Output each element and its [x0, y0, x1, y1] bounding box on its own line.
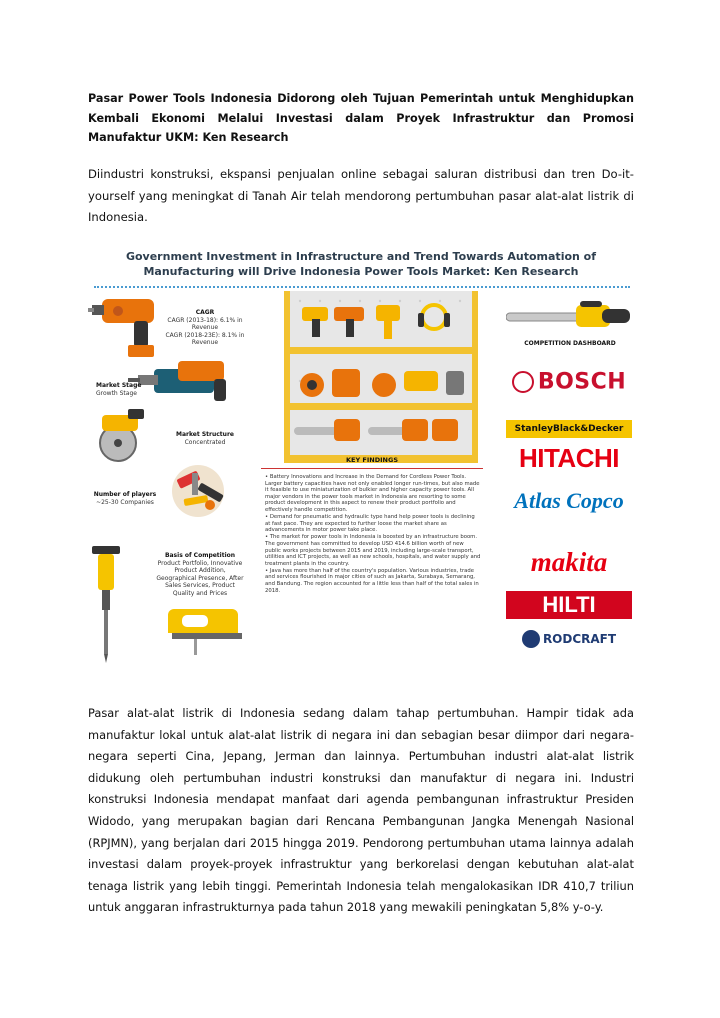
stanley-logo: StanleyBlack&Decker [506, 420, 632, 438]
article-title: Pasar Power Tools Indonesia Didorong oleh Tujuan Pemerintah untuk Menghidupkan Kembali Ekonomi Melalui Investasi dalam Proyek Infrastruktur dan Promosi Manufaktur UKM: Ken Research [88, 92, 634, 144]
infographic-title-line1: Government Investment in Infrastructure and Trend Towards Automation of [125, 250, 597, 263]
cagr-block [165, 309, 245, 347]
key-findings-list [265, 474, 481, 595]
hilti-logo: HILTI [506, 591, 632, 619]
article-intro: Diindustri konstruksi, ekspansi penjualan online sebagai saluran distribusi dan tren Do-it-yourself yang meningkat di Tanah Air telah mendorong pertumbuhan pasar alat-alat listrik di Indonesia. [88, 167, 634, 224]
jack-hammer-icon [92, 546, 120, 663]
infographic-title [88, 249, 634, 279]
makita-logo: makita [530, 547, 608, 577]
jigsaw-icon [168, 609, 242, 655]
competition-basis-value: Product Portfolio, Innovative Product Addition, Geographical Presence, After Sales Services, Product Quality and Prices [156, 559, 244, 597]
market-structure-value: Concentrated [184, 438, 226, 446]
market-structure-block [162, 431, 248, 446]
market-stage-block [96, 382, 166, 397]
bosch-logo: BOSCH [506, 369, 632, 395]
rodcraft-logo: RODCRAFT [506, 630, 632, 648]
market-structure-heading: Market Structure [176, 431, 234, 438]
hammer-drill-icon [88, 299, 154, 357]
infographic [88, 243, 634, 667]
key-findings-heading: KEY FINDINGS [345, 456, 399, 464]
market-stage-value: Growth Stage [96, 389, 137, 397]
cagr-line2: CAGR (2018-23E): 8.1% in Revenue [165, 331, 245, 346]
chainsaw-icon [506, 299, 632, 333]
hitachi-logo: HITACHI [518, 443, 619, 473]
competition-basis-heading: Basis of Competition [164, 552, 236, 559]
key-finding-item: • The market for power tools in Indonesia is boosted by an infrastructure boom. The government has committed to develop USD 414.6 billion worth of new public works projects between 2015 and 2019, including large-scale transport, utilities and ICT projects, as well as new schools, hospitals, and water supply and treatment plants in the country. [265, 534, 481, 567]
cagr-line1: CAGR (2013-18): 6.1% in Revenue [167, 316, 243, 331]
key-findings-rule [261, 468, 483, 469]
rodcraft-emblem-icon [522, 630, 540, 648]
key-finding-item: • Java has more than half of the country's population. Various industries, trade and services flourished in major cities of such as Jakarta, Surabaya, Semarang, and Bandung. The region accounted for a little less than half of the total sales in 2018. [265, 567, 479, 594]
players-heading: Number of players [93, 491, 157, 498]
key-finding-item: • Demand for pneumatic and hydraulic type hand help power tools is declining at fast pace. They are expected to further loose the market share as advancements in motor power take place. [265, 514, 475, 534]
market-stage-heading: Market Stage [96, 382, 142, 389]
circular-saw-icon [100, 409, 144, 461]
key-findings-panel [261, 456, 483, 664]
tool-illustrations-left [88, 291, 258, 667]
key-finding-item: • Battery Innovations and Increase in the Demand for Cordless Power Tools. Larger battery capacities have not only enabled longer run-times, but also made it feasible to use miniaturization of bulkier and higher capacity power tools. All major vendors in the power tools market in Indonesia are resorting to some product development in this aspect to renew their product portfolio and effectively handle competition. [265, 474, 480, 513]
article-body: Pasar alat-alat listrik di Indonesia sedang dalam tahap pertumbuhan. Hampir tidak ada manufaktur lokal untuk alat-alat listrik di negara ini dan sebagian besar diimpor dari negara-negara seperti Cina, Jepang, Jerman dan lainnya. Pertumbuhan industri alat-alat listrik didukung oleh pertumbuhan industri konstruksi dan manufaktur di negara ini. Industri konstruksi Indonesia mendapat manfaat dari agenda pembangunan infrastruktur Presiden Widodo, yang merupakan bagian dari Rencana Pembangunan Jangka Menengah Nasional (RPJMN), yang berjalan dari 2015 hingga 2019. Pendorong pertumbuhan utama lainnya adalah investasi dalam proyek-proyek infrastruktur yang berkorelasi dengan kebutuhan alat-alat tenaga listrik yang lebih tinggi. Pemerintah Indonesia telah mengalokasikan IDR 410,7 triliun untuk anggaran infrastrukturnya pada tahun 2018 yang mewakili peningkatan 5,8% y-o-y. [88, 706, 634, 915]
players-value: ~25-30 Companies [96, 498, 154, 506]
tool-pile-icon [172, 465, 224, 517]
dotted-divider [94, 286, 630, 288]
competition-dashboard-heading: COMPETITION DASHBOARD [524, 340, 616, 347]
cagr-heading: CAGR [195, 309, 215, 316]
bosch-emblem-icon [512, 371, 534, 393]
players-block [88, 491, 162, 506]
infographic-title-line2: Manufacturing will Drive Indonesia Power Tools Market: Ken Research [143, 265, 579, 278]
tool-shelf-illustration [284, 291, 478, 463]
competition-basis-block [156, 552, 244, 597]
atlas-copco-logo: Atlas Copco [514, 488, 624, 513]
